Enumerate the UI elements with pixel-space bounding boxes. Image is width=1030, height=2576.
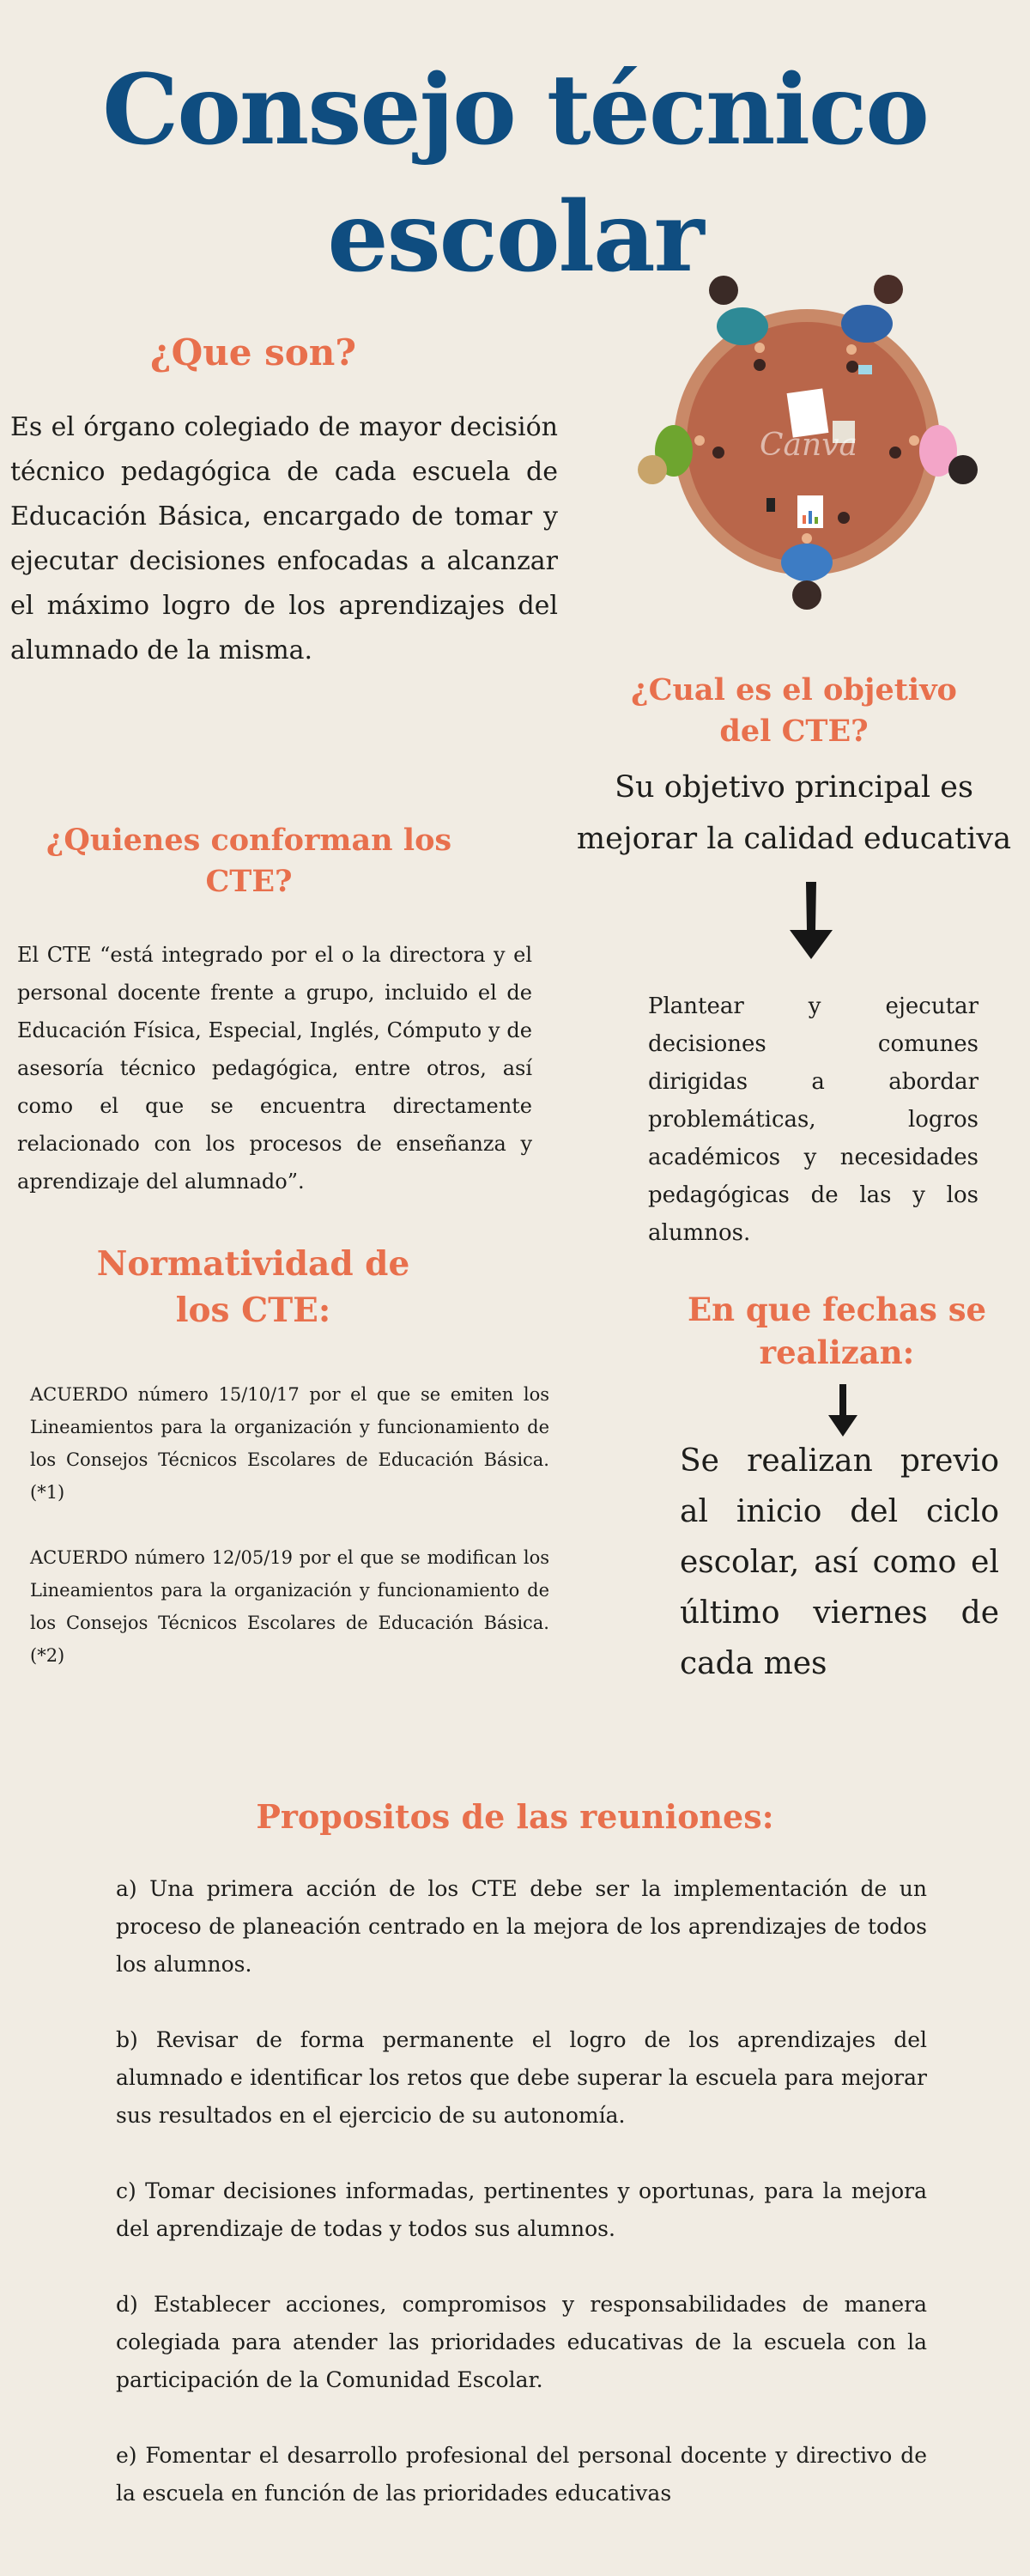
page-title: Consejo técnico escolar: [102, 54, 928, 294]
normatividad-item: ACUERDO número 15/10/17 por el que se emiten los Lineamientos para la organización y funcionamiento de los Consejos Técnicos Escolares de Educación Básica. (*1): [30, 1384, 549, 1503]
propositos-item-d: d) Establecer acciones, compromisos y responsabilidades de manera colegiada para atender las prioridades educativas de la escuela con la participación de la Comunidad Escolar.: [116, 2292, 927, 2392]
quienes-text: El CTE “está integrado por el o la directora y el personal docente frente a grupo, incluido el de Educación Física, Especial, Inglés, Cómputo y de asesoría técnico pedagógica, entre otros, así como el que se encuentra directamente relacionado con los procesos de enseñanza y aprendizaje del alumnado”.: [17, 943, 532, 1194]
objetivo-main-text: Su objetivo principal es mejorar la calidad educativa: [576, 770, 1012, 856]
propositos-item-b: b) Revisar de forma permanente el logro de los aprendizajes del alumnado e identificar los retos que debe superar la escuela para mejorar sus resultados en el ejercicio de su autonomía.: [116, 2027, 927, 2128]
propositos-heading: Propositos de las reuniones:: [256, 1797, 774, 1836]
propositos-list: [116, 1870, 927, 2550]
propositos-item-c: c) Tomar decisiones informadas, pertinentes y oportunas, para la mejora del aprendizaje de todas y todos sus alumnos.: [116, 2178, 927, 2241]
arrow-down-small-icon: [826, 1382, 860, 1438]
propositos-item-a: a) Una primera acción de los CTE debe ser la implementación de un proceso de planeación centrado en la mejora de los aprendizajes de todos los alumnos.: [116, 1876, 927, 1977]
que-son-heading: ¿Que son?: [150, 331, 356, 374]
svg-text:Canva: Canva: [760, 428, 857, 463]
objetivo-heading: ¿Cual es el objetivo del CTE?: [631, 672, 957, 749]
meeting-table-illustration: [622, 270, 991, 614]
normatividad-item: ACUERDO número 12/05/19 por el que se modifican los Lineamientos para la organización y funcionamiento de los Consejos Técnicos Escolares de Educación Básica.(*2): [30, 1547, 549, 1666]
propositos-item-e: e) Fomentar el desarrollo profesional del personal docente y directivo de la escuela en función de las prioridades educativas: [116, 2443, 927, 2506]
que-son-text: Es el órgano colegiado de mayor decisión técnico pedagógica de cada escuela de Educación Básica, encargado de tomar y ejecutar decisiones enfocadas a alcanzar el máximo logro de los aprendizajes del alumnado de la misma.: [10, 412, 558, 665]
normatividad-heading: Normatividad de los CTE:: [96, 1244, 410, 1330]
fechas-heading: En que fechas se realizan:: [687, 1291, 987, 1371]
arrow-down-icon: [785, 880, 837, 962]
objetivo-detail-text: Plantear y ejecutar decisiones comunes dirigidas a abordar problemáticas, logros académicos y necesidades pedagógicas de las y los alumnos.: [648, 993, 978, 1246]
normatividad-list: [30, 1378, 549, 1672]
quienes-heading: ¿Quienes conforman los CTE?: [45, 823, 452, 899]
fechas-text: Se realizan previo al inicio del ciclo escolar, así como el último viernes de cada mes: [680, 1443, 999, 1681]
